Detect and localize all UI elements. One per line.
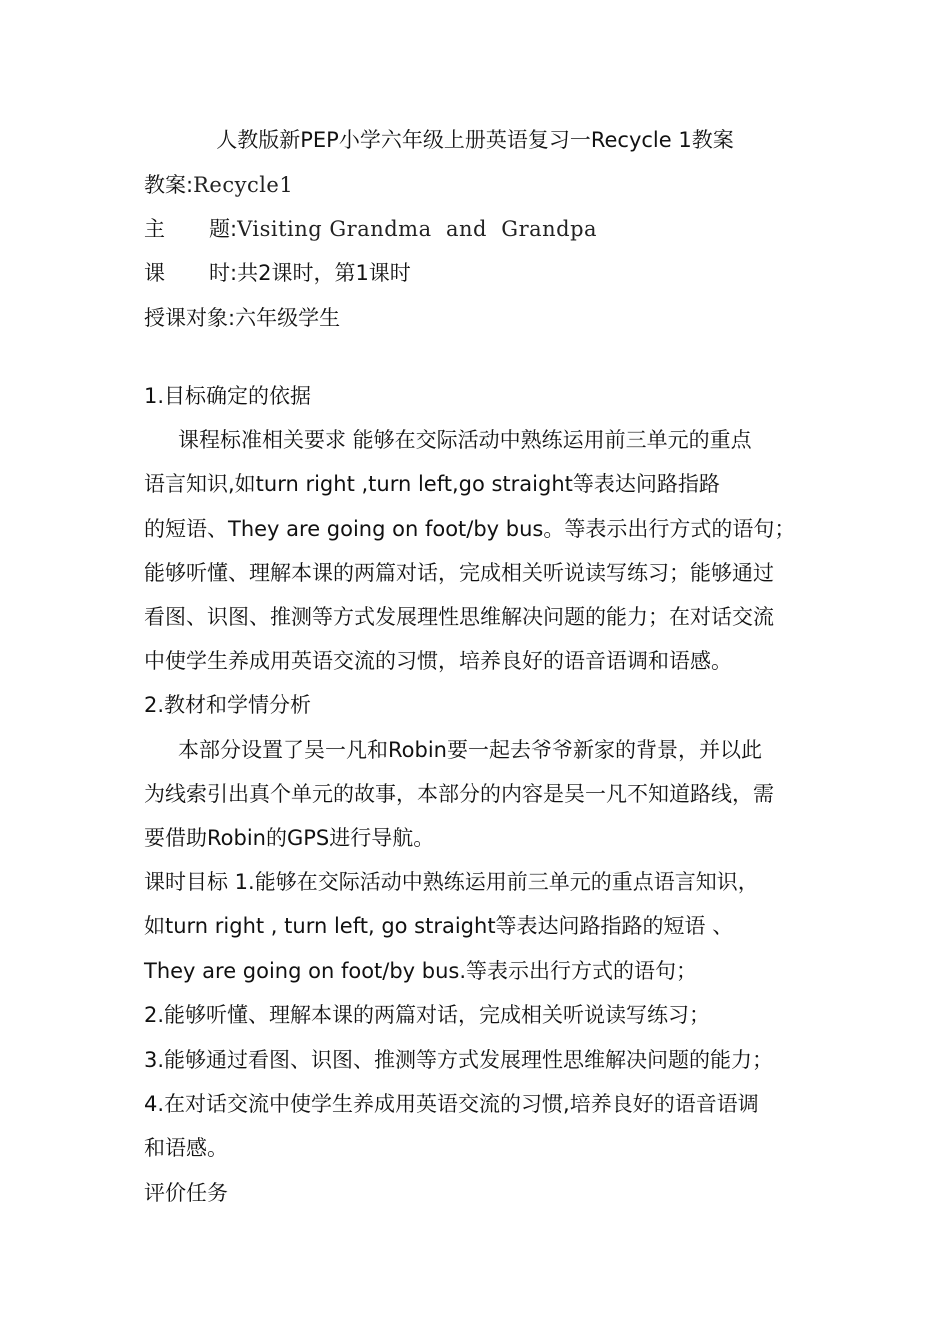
objectives-line: 课时目标 1.能够在交际活动中熟练运用前三单元的重点语言知识， [144, 870, 759, 894]
topic-value: Visiting Grandma and Grandpa [237, 217, 598, 241]
section2-heading: 2.教材和学情分析 [144, 693, 312, 717]
section1-heading: 1.目标确定的依据 [144, 384, 312, 408]
period-label-b: 时: [209, 261, 238, 285]
section1-line: 中使学生养成用英语交流的习惯，培养良好的语音语调和语感。 [144, 649, 732, 673]
plan-line [144, 170, 814, 200]
plan-label: 教案: [144, 173, 194, 197]
period-line [144, 258, 814, 288]
audience-label: 授课对象: [144, 306, 236, 330]
section2-line: 本部分设置了吴一凡和Robin要一起去爷爷新家的背景，并以此 [178, 738, 762, 762]
audience-value: 六年级学生 [235, 306, 341, 330]
section2-line: 为线索引出真个单元的故事，本部分的内容是吴一凡不知道路线，需 [144, 782, 774, 806]
section1-line: 看图、识图、推测等方式发展理性思维解决问题的能力；在对话交流 [144, 605, 774, 629]
objectives-line: 3.能够通过看图、识图、推测等方式发展理性思维解决问题的能力； [144, 1048, 774, 1072]
section1-line: 的短语、They are going on foot/by bus。等表示出行方式的语句； [144, 517, 796, 541]
topic-label-a: 主 [144, 217, 165, 241]
plan-value: Recycle1 [193, 173, 294, 197]
topic-label-b: 题: [209, 217, 238, 241]
section1-line: 课程标准相关要求 能够在交际活动中熟练运用前三单元的重点 [178, 428, 752, 452]
objectives-line: 如turn right , turn left, go straight等表达问路指路的短语 、 [144, 914, 734, 938]
document-title: 人教版新PEP小学六年级上册英语复习一Recycle 1教案 [216, 128, 734, 152]
section1-line: 能够听懂、理解本课的两篇对话，完成相关听说读写练习；能够通过 [144, 561, 774, 585]
audience-line [144, 303, 814, 333]
objectives-line: They are going on foot/by bus.等表示出行方式的语句； [144, 959, 698, 983]
objectives-line: 和语感。 [144, 1136, 228, 1160]
section1-line: 语言知识,如turn right ,turn left,go straight等表达问路指路 [144, 472, 720, 496]
section2-line: 要借助Robin的GPS进行导航。 [144, 826, 435, 850]
period-label-a: 课 [144, 261, 165, 285]
objectives-line: 4.在对话交流中使学生养成用英语交流的习惯,培养良好的语音语调 [144, 1092, 759, 1116]
evaluation-heading: 评价任务 [144, 1181, 228, 1205]
topic-line [144, 214, 814, 244]
objectives-line: 2.能够听懂、理解本课的两篇对话，完成相关听说读写练习； [144, 1003, 711, 1027]
period-value: 共2课时，第1课时 [237, 261, 411, 285]
